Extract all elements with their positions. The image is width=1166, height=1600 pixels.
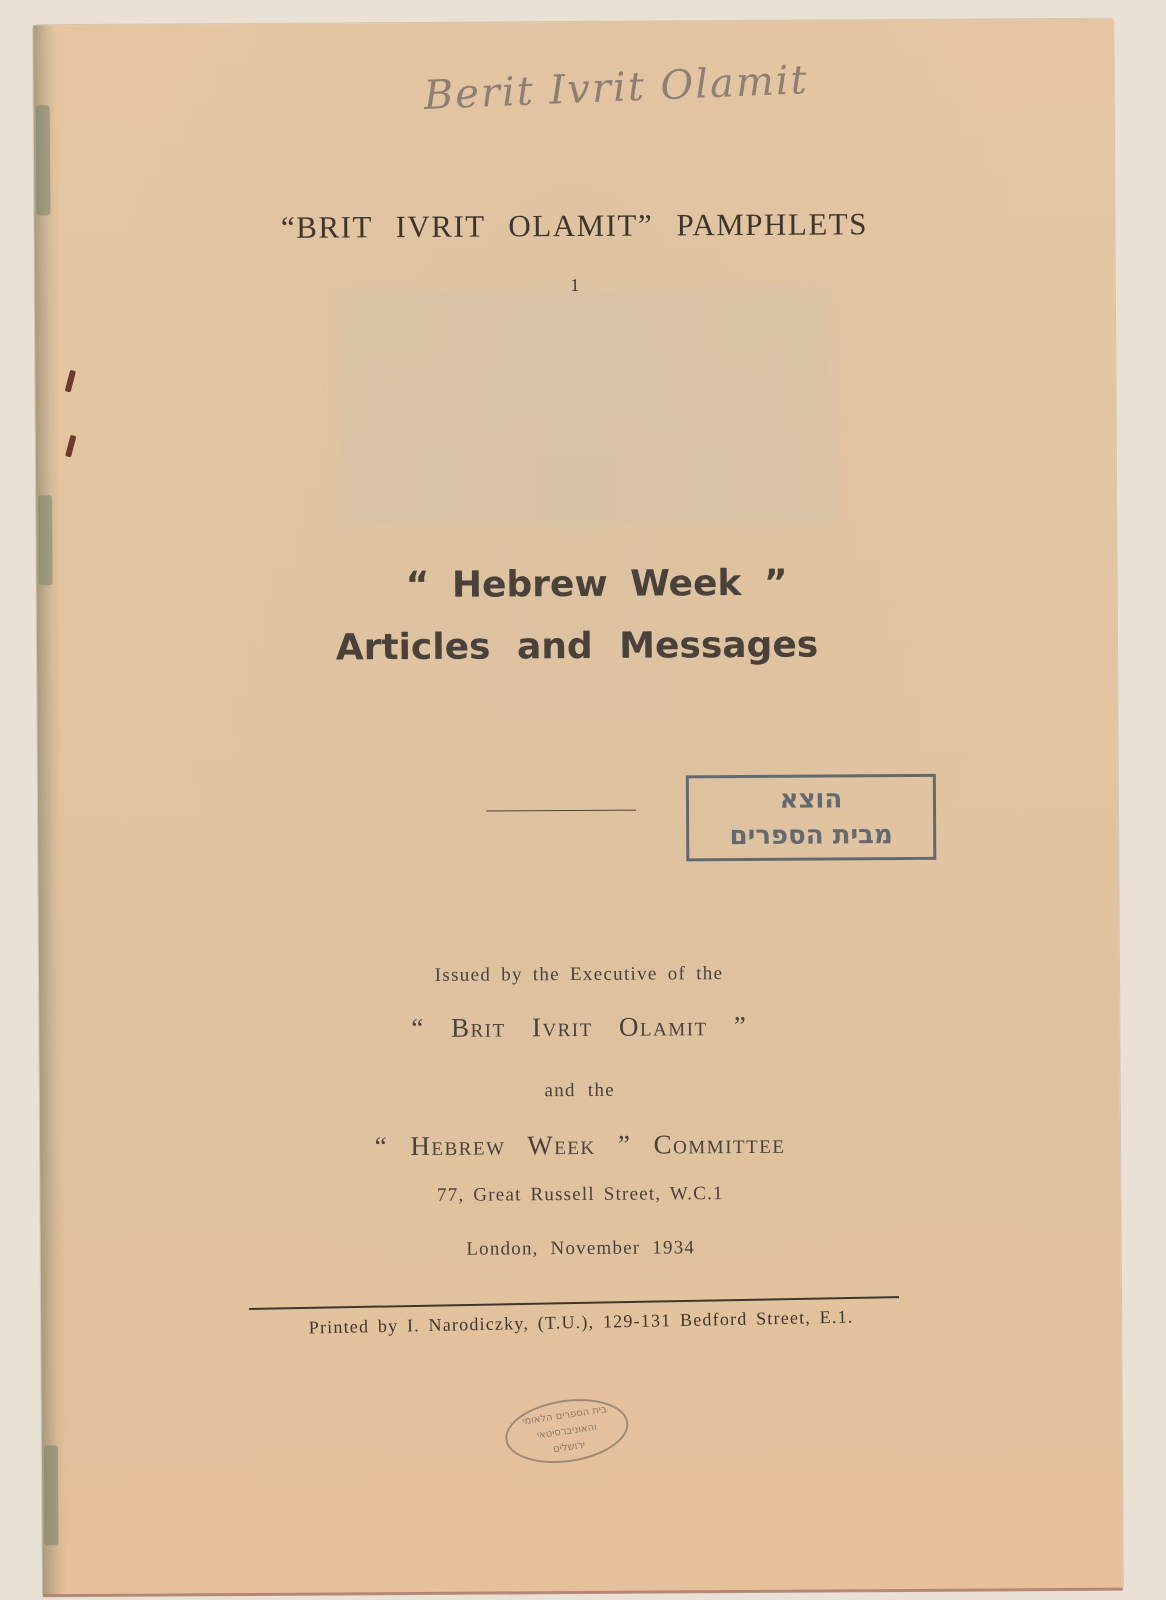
series-number: 1 (570, 274, 580, 296)
stamp-line-2: מבית הספרים (729, 820, 893, 852)
main-title (36, 551, 1117, 682)
title-line-2: Articles and Messages (335, 624, 819, 669)
library-release-stamp (686, 774, 937, 862)
staple-hole-top (65, 370, 76, 393)
faded-label-area (335, 285, 836, 528)
staple-hole-bottom (65, 435, 76, 458)
spine-stain (44, 1445, 59, 1545)
pamphlet-cover (33, 19, 1123, 1596)
issued-by-text: Issued by the Executive of the (434, 963, 724, 986)
oval-stamp-line-3: ירושלים (552, 1439, 586, 1456)
divider-rule (486, 810, 636, 812)
stamp-line-1: הוצא (779, 784, 843, 815)
printer-imprint: Printed by I. Narodiczky, (T.U.), 129-131 Bedford Street, E.1. (308, 1306, 854, 1338)
spine-stain (36, 105, 51, 215)
spine-edge (33, 25, 67, 1595)
series-title: “BRIT IVRIT OLAMIT” PAMPHLETS (280, 206, 869, 245)
place-date: London, November 1934 (466, 1237, 696, 1260)
committee-name: “ Hebrew Week ” Committee (374, 1128, 786, 1162)
oval-stamp-line-2: והאוניברסיטאי (536, 1421, 598, 1442)
organization-name: “ Brit Ivrit Olamit ” (411, 1010, 748, 1044)
oval-stamp-line-1: בית הספרים הלאומי (521, 1404, 608, 1428)
library-oval-stamp (501, 1391, 633, 1470)
title-line-1: “ Hebrew Week ” (405, 562, 788, 607)
and-the-text: and the (544, 1079, 616, 1102)
handwritten-note: Berit Ivrit Olamit (422, 57, 810, 119)
address: 77, Great Russell Street, W.C.1 (436, 1183, 724, 1206)
